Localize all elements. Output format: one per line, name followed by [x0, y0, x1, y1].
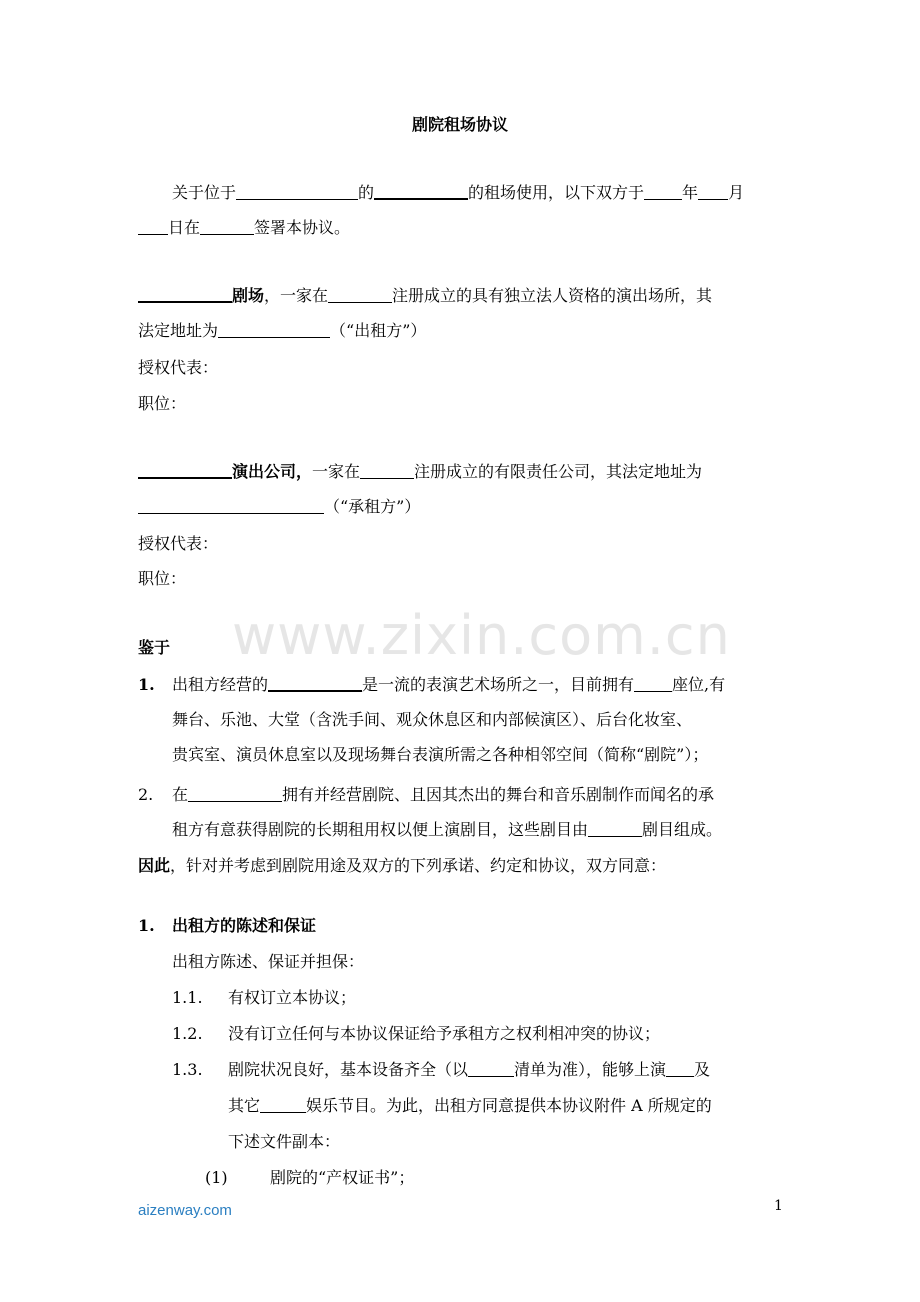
whereas-text: 租方有意获得剧院的长期租用权以便上演剧目，这些剧目由 [172, 820, 589, 839]
clause-text: 清单为准），能够上演 [514, 1060, 667, 1079]
section-1-number: 1. [138, 916, 155, 935]
party2-line-2 [138, 496, 420, 518]
blank-field [666, 1060, 694, 1077]
clause-1-2-text: 没有订立任何与本协议保证给予承租方之权利相冲突的协议； [228, 1024, 661, 1043]
party2-line-1 [138, 461, 702, 483]
party1-position: 职位： [138, 394, 187, 413]
party2-position: 职位： [138, 569, 187, 588]
intro-text: 的 [358, 183, 375, 202]
document-title: 剧院租场协议 [411, 115, 508, 134]
blank-field [634, 675, 672, 692]
party1-role: （“出租方”） [330, 321, 427, 340]
therefore-text: ，针对并考虑到剧院用途及双方的下列承诺、约定和协议，双方同意： [170, 856, 667, 875]
party1-text: 注册成立的具有独立法人资格的演出场所，其 [392, 286, 713, 305]
intro-line-2 [138, 217, 350, 239]
blank-field [188, 785, 282, 802]
whereas-text: 拥有并经营剧院、且因其杰出的舞台和音乐剧制作而闻名的承 [282, 785, 715, 804]
party1-rep: 授权代表： [138, 358, 219, 377]
party2-role: （“承租方”） [324, 497, 421, 516]
whereas-item-1-line-1 [172, 674, 725, 696]
blank-field [138, 285, 232, 303]
whereas-text: 座位,有 [672, 675, 726, 694]
footer-link[interactable]: aizenway.com [138, 1202, 232, 1219]
party1-line-1 [138, 285, 712, 307]
clause-text: 及 [694, 1060, 711, 1079]
blank-field [374, 182, 468, 200]
party1-text: 法定地址为 [138, 321, 219, 340]
intro-text: 月 [728, 183, 745, 202]
whereas-item-2-number: 2. [138, 785, 154, 804]
party2-rep: 授权代表： [138, 534, 219, 553]
whereas-heading: 鉴于 [138, 638, 171, 657]
blank-field [236, 183, 358, 200]
blank-field [588, 820, 642, 837]
whereas-text: 在 [172, 785, 189, 804]
clause-text: 剧院状况良好，基本设备齐全（以 [228, 1060, 469, 1079]
whereas-item-2-line-1 [172, 784, 714, 806]
party2-text: 一家在 [312, 462, 361, 481]
party2-text: 注册成立的有限责任公司，其法定地址为 [414, 462, 703, 481]
clause-1-3-line-1 [228, 1059, 710, 1081]
section-1-heading: 出租方的陈述和保证 [172, 916, 317, 935]
blank-field [200, 218, 254, 235]
blank-field [468, 1060, 514, 1077]
intro-text: 的租场使用，以下双方于 [468, 183, 645, 202]
party1-name: 剧场 [232, 286, 265, 305]
clause-text: 其它 [228, 1096, 261, 1115]
clause-1-3-number: 1.3. [172, 1060, 203, 1079]
party1-text: ，一家在 [264, 286, 329, 305]
watermark: www.zixin.com.cn [232, 604, 731, 667]
section-1-lead: 出租方陈述、保证并担保： [172, 952, 365, 971]
blank-field [138, 497, 324, 514]
intro-text: 关于位于 [172, 183, 237, 202]
blank-field [138, 218, 168, 235]
whereas-text: 出租方经营的 [172, 675, 269, 694]
therefore-clause [138, 855, 666, 877]
blank-field [138, 461, 232, 479]
blank-field [260, 1096, 306, 1113]
whereas-text: 是一流的表演艺术场所之一，目前拥有 [362, 675, 635, 694]
intro-text: 日在 [168, 218, 201, 237]
blank-field [360, 462, 414, 479]
whereas-item-2-line-2 [172, 819, 722, 841]
blank-field [698, 183, 728, 200]
clause-1-2-number: 1.2. [172, 1024, 203, 1043]
blank-field [328, 286, 392, 303]
sub-item-1-number: (1) [205, 1168, 228, 1187]
intro-line-1 [172, 182, 744, 204]
page-number: 1 [774, 1198, 783, 1214]
therefore-label: 因此 [138, 856, 171, 875]
whereas-item-1-number: 1. [138, 675, 155, 694]
party2-name: 演出公司， [232, 462, 313, 481]
clause-1-1-text: 有权订立本协议； [228, 988, 357, 1007]
blank-field [644, 183, 682, 200]
intro-text: 签署本协议。 [254, 218, 351, 237]
party1-line-2 [138, 320, 426, 342]
clause-1-1-number: 1.1. [172, 988, 203, 1007]
blank-field [218, 321, 330, 338]
clause-1-3-line-3: 下述文件副本： [228, 1132, 341, 1151]
sub-item-1-text: 剧院的“产权证书”； [270, 1168, 415, 1187]
clause-text: 娱乐节目。为此，出租方同意提供本协议附件 A 所规定的 [306, 1096, 712, 1115]
whereas-item-1-line-3: 贵宾室、演员休息室以及现场舞台表演所需之各种相邻空间（简称“剧院”）； [172, 745, 709, 764]
blank-field [268, 674, 362, 692]
intro-text: 年 [682, 183, 699, 202]
whereas-text: 剧目组成。 [642, 820, 723, 839]
clause-1-3-line-2 [228, 1095, 712, 1117]
whereas-item-1-line-2: 舞台、乐池、大堂（含洗手间、观众休息区和内部候演区）、后台化妆室、 [172, 710, 693, 729]
